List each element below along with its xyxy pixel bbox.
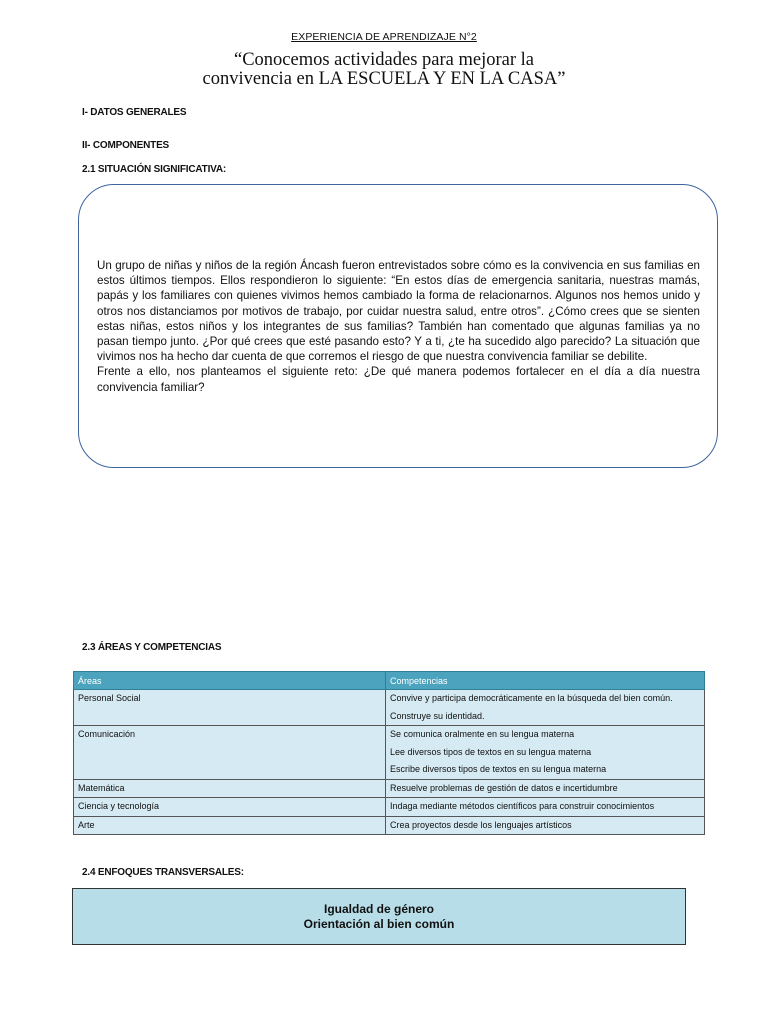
situation-text <box>97 258 700 395</box>
heading-datos-generales: I- DATOS GENERALES <box>82 107 187 118</box>
competencia: Crea proyectos desde los lenguajes artísticos <box>390 819 572 830</box>
column-header-competencias: Competencias <box>386 672 705 690</box>
competencias-cell <box>386 690 705 726</box>
area-cell <box>74 816 386 835</box>
heading-componentes: II- COMPONENTES <box>82 140 170 151</box>
enfoque-bien-comun: Orientación al bien común <box>303 917 455 931</box>
competencia: Escribe diversos tipos de textos en su lengua materna <box>390 764 607 774</box>
table-row <box>74 816 705 835</box>
areas-competencias-table <box>73 671 705 835</box>
table-row <box>74 726 705 780</box>
competencia: Resuelve problemas de gestión de datos e incertidumbre <box>390 782 618 793</box>
competencia: Convive y participa democráticamente en la búsqueda del bien común. <box>390 693 673 703</box>
table-header-row <box>74 672 705 690</box>
heading-enfoques-transversales: 2.4 ENFOQUES TRANSVERSALES: <box>82 867 244 878</box>
title-line-1: “Conocemos actividades para mejorar la <box>234 50 534 70</box>
competencias-cell <box>386 816 705 835</box>
experience-label: EXPERIENCIA DE APRENDIZAJE N°2 <box>291 31 477 43</box>
enfoque-igualdad: Igualdad de género <box>323 902 434 916</box>
column-header-areas: Áreas <box>74 672 386 690</box>
enfoques-box <box>72 888 686 945</box>
heading-areas-competencias: 2.3 ÁREAS Y COMPETENCIAS <box>82 642 222 653</box>
table-row <box>74 798 705 817</box>
heading-situacion-significativa: 2.1 SITUACIÓN SIGNIFICATIVA: <box>82 164 227 175</box>
title-line-2: convivencia en LA ESCUELA Y EN LA CASA” <box>202 69 566 89</box>
area-cell <box>74 690 386 726</box>
competencia: Construye su identidad. <box>390 710 485 721</box>
situation-paragraph-1: Un grupo de niñas y niños de la región Áncash fueron entrevistados sobre cómo es la convivencia en sus familias en estos últimos tiempos. Ellos respondieron lo siguiente: “En estos días de emergencia sanitaria, nuestras mamás, papás y los familiares con quienes vivimos hemos cambiado la forma de relacionarnos. Algunos nos hemos unido y otros nos distanciamos por motivos de trabajo, por cuidar nuestra salud, entre otros”. ¿Cómo crees que se sienten estas niñas, estos niños y los integrantes de sus familias? También han comentado que algunas familias ya no pasan tiempo junto. ¿Por qué crees que esté pasando esto? Y a ti, ¿te ha sucedido algo parecido? La situación que vivimos nos ha hecho dar cuenta de que corremos el riesgo de que nuestra convivencia familiar se debilite. <box>97 259 700 364</box>
competencia: Indaga mediante métodos científicos para construir conocimientos <box>390 801 655 811</box>
area-cell <box>74 726 386 780</box>
page-title <box>0 51 768 89</box>
competencias-cell <box>386 726 705 780</box>
competencia: Lee diversos tipos de textos en su lengua materna <box>390 746 592 757</box>
area-name: Ciencia y tecnología <box>78 801 160 811</box>
area-name: Comunicación <box>78 729 136 739</box>
area-name: Arte <box>78 819 95 830</box>
competencia: Se comunica oralmente en su lengua materna <box>390 729 575 739</box>
competencias-cell <box>386 779 705 798</box>
table-row <box>74 779 705 798</box>
situation-paragraph-2: Frente a ello, nos planteamos el siguiente reto: ¿De qué manera podemos fortalecer en el día a día nuestra convivencia familiar? <box>97 365 700 394</box>
area-cell <box>74 779 386 798</box>
competencias-cell <box>386 798 705 817</box>
area-cell <box>74 798 386 817</box>
area-name: Personal Social <box>78 693 141 703</box>
table-row <box>74 690 705 726</box>
area-name: Matemática <box>78 782 125 793</box>
